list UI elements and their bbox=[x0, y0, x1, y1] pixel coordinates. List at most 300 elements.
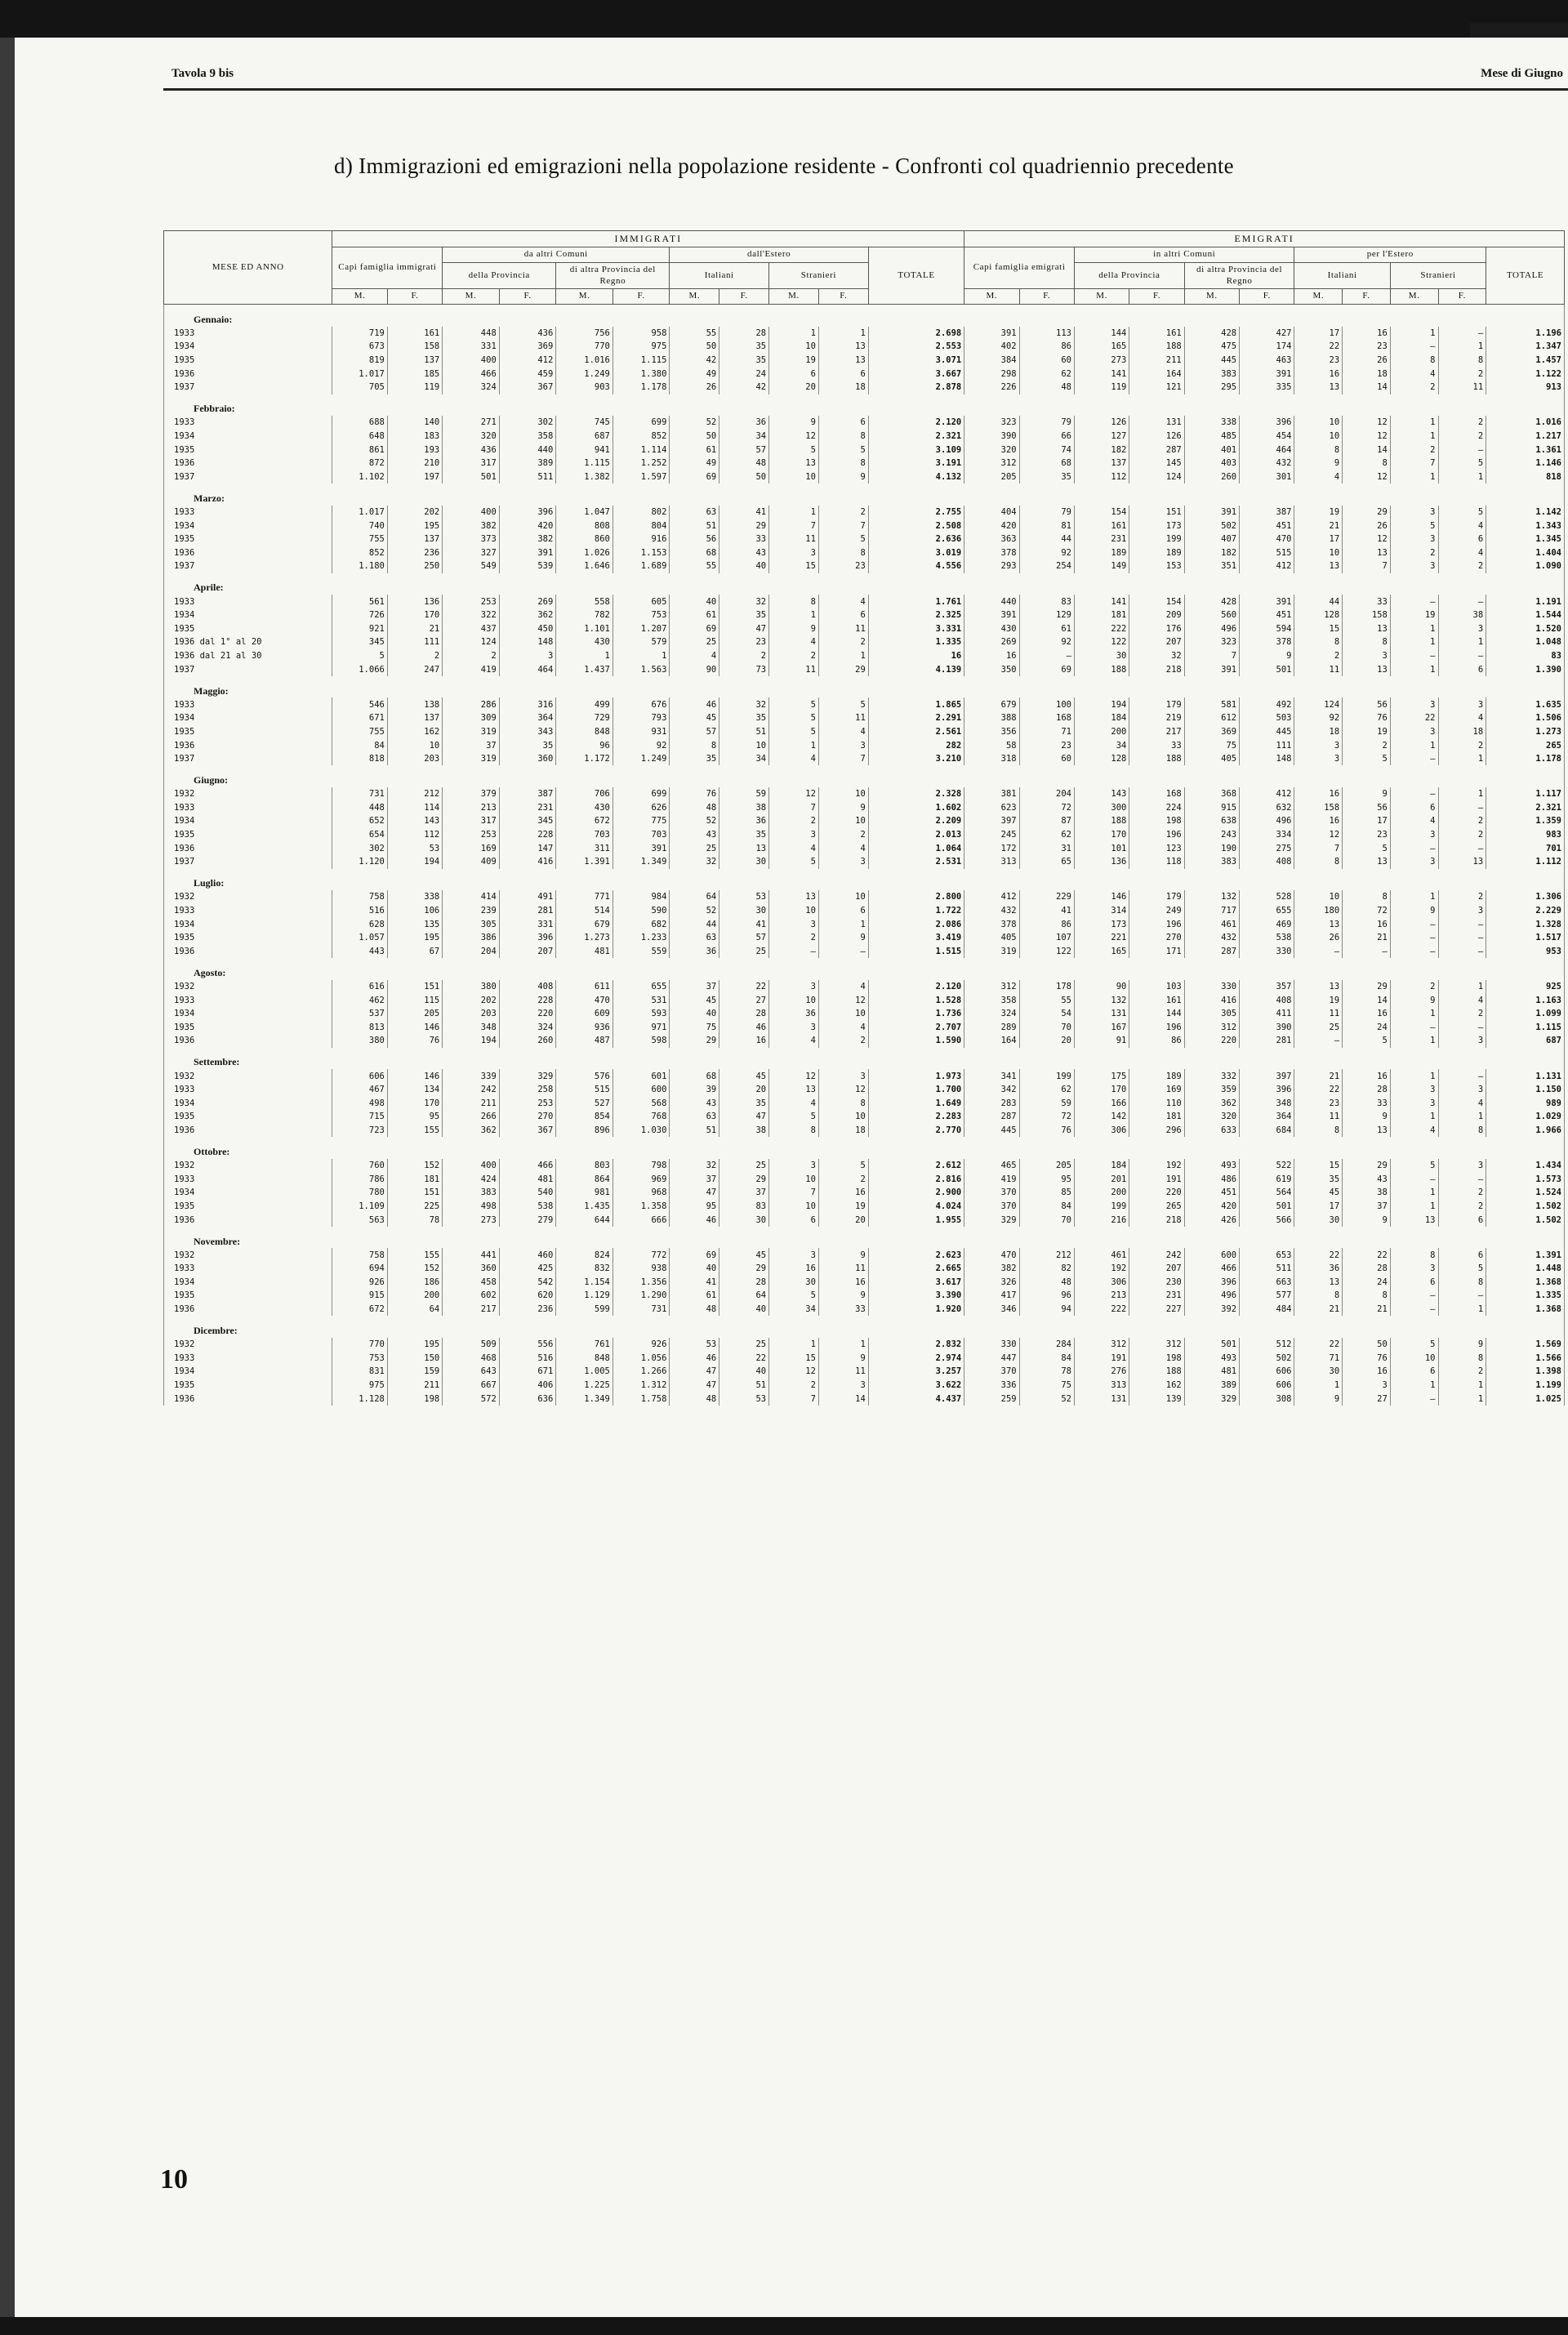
table-cell: 189 bbox=[1129, 1069, 1184, 1083]
table-cell: 19 bbox=[1343, 725, 1391, 739]
table-cell: 76 bbox=[1019, 1124, 1074, 1138]
table-cell: 514 bbox=[556, 904, 613, 918]
table-cell: 5 bbox=[332, 649, 387, 663]
table-row bbox=[164, 662, 1565, 676]
table-cell: 5 bbox=[1343, 841, 1391, 855]
table-cell: 1.635 bbox=[1486, 697, 1565, 711]
table-cell: 76 bbox=[1343, 1352, 1391, 1366]
table-cell: 200 bbox=[1074, 1186, 1129, 1200]
table-cell: 186 bbox=[387, 1276, 442, 1290]
table-cell: 39 bbox=[670, 1083, 719, 1097]
table-cell: 95 bbox=[670, 1200, 719, 1214]
table-cell: 213 bbox=[1074, 1289, 1129, 1303]
col-header-stranieri-imm: Stranieri bbox=[769, 262, 869, 289]
table-cell: 3 bbox=[818, 1069, 868, 1083]
table-cell: 786 bbox=[332, 1172, 387, 1186]
table-cell: — bbox=[1390, 752, 1438, 766]
table-cell: 1.030 bbox=[612, 1124, 670, 1138]
table-cell: 30 bbox=[769, 1276, 819, 1290]
table-cell: 47 bbox=[719, 1110, 769, 1124]
table-cell: 62 bbox=[1019, 1083, 1074, 1097]
table-cell: 14 bbox=[1343, 443, 1391, 457]
table-cell: 169 bbox=[1129, 1083, 1184, 1097]
table-cell: 451 bbox=[1184, 1186, 1239, 1200]
table-cell: 2 bbox=[818, 506, 868, 519]
table-cell: 226 bbox=[964, 381, 1019, 394]
col-header-f: F. bbox=[719, 289, 769, 305]
table-cell: 317 bbox=[443, 814, 500, 828]
table-cell: — bbox=[1343, 945, 1391, 959]
table-cell: 1.390 bbox=[1486, 662, 1565, 676]
table-cell: 969 bbox=[612, 1172, 670, 1186]
table-cell: 623 bbox=[964, 801, 1019, 815]
table-cell: 126 bbox=[1129, 430, 1184, 443]
table-cell: 1.199 bbox=[1486, 1379, 1565, 1393]
table-cell: 600 bbox=[612, 1083, 670, 1097]
table-cell: 2.800 bbox=[868, 890, 964, 904]
table-cell: 191 bbox=[1074, 1352, 1129, 1366]
month-label: Maggio: bbox=[164, 676, 1565, 698]
table-cell: 12 bbox=[769, 1365, 819, 1379]
table-cell: 245 bbox=[964, 828, 1019, 842]
table-cell: 5 bbox=[769, 855, 819, 869]
table-cell: 491 bbox=[499, 890, 556, 904]
table-cell: 28 bbox=[719, 1276, 769, 1290]
table-cell: 2.013 bbox=[868, 828, 964, 842]
table-cell: 189 bbox=[1074, 546, 1129, 560]
table-cell: 370 bbox=[964, 1186, 1019, 1200]
table-cell: 10 bbox=[769, 993, 819, 1007]
table-cell: 381 bbox=[964, 787, 1019, 801]
table-cell: 416 bbox=[1184, 993, 1239, 1007]
table-cell: 68 bbox=[1019, 457, 1074, 470]
table-cell: 253 bbox=[443, 828, 500, 842]
table-cell: — bbox=[1438, 945, 1486, 959]
table-cell: 3 bbox=[818, 738, 868, 752]
table-cell: 312 bbox=[964, 980, 1019, 994]
table-cell: 159 bbox=[387, 1365, 442, 1379]
table-cell: 28 bbox=[1343, 1262, 1391, 1276]
table-cell: 33 bbox=[818, 1303, 868, 1317]
table-cell: 1.646 bbox=[556, 559, 613, 573]
table-cell: 271 bbox=[443, 416, 500, 430]
table-cell: 2 bbox=[818, 828, 868, 842]
table-cell: 688 bbox=[332, 416, 387, 430]
table-cell: 55 bbox=[1019, 993, 1074, 1007]
table-cell: 164 bbox=[964, 1034, 1019, 1048]
table-cell: 1 bbox=[1390, 470, 1438, 484]
table-cell: 21 bbox=[1343, 931, 1391, 945]
table-cell: 178 bbox=[1019, 980, 1074, 994]
table-cell: 19 bbox=[769, 354, 819, 368]
table-cell: 249 bbox=[1129, 904, 1184, 918]
table-cell: 3 bbox=[1294, 738, 1343, 752]
table-cell: 308 bbox=[1240, 1392, 1294, 1406]
table-cell: 1.312 bbox=[612, 1379, 670, 1393]
table-row bbox=[164, 1289, 1565, 1303]
table-cell: 188 bbox=[1074, 662, 1129, 676]
table-cell: 306 bbox=[1074, 1276, 1129, 1290]
table-cell: 408 bbox=[499, 980, 556, 994]
table-cell: 3 bbox=[1294, 752, 1343, 766]
table-cell: 1.358 bbox=[612, 1200, 670, 1214]
table-cell: 124 bbox=[1294, 697, 1343, 711]
table-cell: 282 bbox=[868, 738, 964, 752]
table-cell: 92 bbox=[612, 738, 670, 752]
table-cell: 971 bbox=[612, 1021, 670, 1035]
table-cell: 13 bbox=[1294, 980, 1343, 994]
table-cell: 3 bbox=[1390, 533, 1438, 546]
table-cell: 52 bbox=[670, 904, 719, 918]
table-cell: 305 bbox=[443, 917, 500, 931]
row-label: 1934 bbox=[164, 1276, 332, 1290]
table-cell: 53 bbox=[670, 1338, 719, 1352]
table-cell: 723 bbox=[332, 1124, 387, 1138]
table-cell: 684 bbox=[1240, 1124, 1294, 1138]
table-cell: 207 bbox=[1129, 1262, 1184, 1276]
table-cell: 1 bbox=[769, 738, 819, 752]
table-cell: 137 bbox=[1074, 457, 1129, 470]
table-cell: 8 bbox=[1438, 354, 1486, 368]
table-cell: 755 bbox=[332, 533, 387, 546]
table-cell: 32 bbox=[719, 697, 769, 711]
table-cell: 16 bbox=[818, 1276, 868, 1290]
table-cell: 560 bbox=[1184, 608, 1239, 622]
table-cell: 4 bbox=[818, 841, 868, 855]
table-cell: 11 bbox=[818, 711, 868, 725]
table-cell: 48 bbox=[719, 457, 769, 470]
table-cell: 199 bbox=[1129, 533, 1184, 546]
table-row bbox=[164, 711, 1565, 725]
table-cell: 284 bbox=[1019, 1338, 1074, 1352]
table-cell: 36 bbox=[719, 416, 769, 430]
table-cell: 243 bbox=[1184, 828, 1239, 842]
table-cell: 687 bbox=[556, 430, 613, 443]
table-cell: 219 bbox=[1129, 711, 1184, 725]
table-row bbox=[164, 752, 1565, 766]
table-cell: 2 bbox=[818, 635, 868, 649]
table-cell: 803 bbox=[556, 1159, 613, 1173]
table-row bbox=[164, 1096, 1565, 1110]
table-cell: 5 bbox=[818, 697, 868, 711]
table-cell: 40 bbox=[670, 1007, 719, 1021]
table-cell: 1 bbox=[1438, 470, 1486, 484]
table-cell: — bbox=[1390, 931, 1438, 945]
table-cell: 755 bbox=[332, 725, 387, 739]
table-cell: 470 bbox=[556, 993, 613, 1007]
table-cell: 188 bbox=[1129, 340, 1184, 354]
table-cell: 112 bbox=[387, 828, 442, 842]
col-header-capi-immigrati: Capi famiglia immigrati bbox=[332, 247, 443, 289]
table-cell: 729 bbox=[556, 711, 613, 725]
table-cell: 4 bbox=[769, 841, 819, 855]
table-cell: 84 bbox=[1019, 1352, 1074, 1366]
table-cell: 331 bbox=[443, 340, 500, 354]
month-header-row bbox=[164, 573, 1565, 595]
table-cell: 486 bbox=[1184, 1172, 1239, 1186]
table-cell: 2.321 bbox=[868, 430, 964, 443]
row-label: 1936 bbox=[164, 367, 332, 381]
table-cell: 3 bbox=[769, 917, 819, 931]
table-cell: 35 bbox=[719, 828, 769, 842]
table-cell: 300 bbox=[1074, 801, 1129, 815]
row-label: 1935 bbox=[164, 443, 332, 457]
table-cell: 563 bbox=[332, 1213, 387, 1227]
table-cell: 338 bbox=[1184, 416, 1239, 430]
table-cell: 229 bbox=[1019, 890, 1074, 904]
table-cell: 8 bbox=[1343, 457, 1391, 470]
table-row bbox=[164, 354, 1565, 368]
table-cell: 953 bbox=[1486, 945, 1565, 959]
table-cell: 1.382 bbox=[556, 470, 613, 484]
table-cell: 6 bbox=[1438, 1248, 1486, 1262]
table-cell: 35 bbox=[719, 711, 769, 725]
table-cell: 2 bbox=[1294, 649, 1343, 663]
row-label: 1935 bbox=[164, 1110, 332, 1124]
table-cell: 12 bbox=[818, 1083, 868, 1097]
table-cell: 538 bbox=[499, 1200, 556, 1214]
row-label: 1936 bbox=[164, 1392, 332, 1406]
col-header-m: M. bbox=[1294, 289, 1343, 305]
col-header-m: M. bbox=[443, 289, 500, 305]
table-cell: 123 bbox=[1129, 841, 1184, 855]
table-cell: 2 bbox=[818, 1034, 868, 1048]
table-cell: 1.722 bbox=[868, 904, 964, 918]
table-cell: 16 bbox=[719, 1034, 769, 1048]
table-cell: 527 bbox=[556, 1096, 613, 1110]
table-cell: 30 bbox=[719, 1213, 769, 1227]
table-cell: 51 bbox=[719, 725, 769, 739]
header-mf-row bbox=[164, 289, 1565, 305]
table-cell: 40 bbox=[670, 595, 719, 608]
table-cell: 2.283 bbox=[868, 1110, 964, 1124]
table-cell: 4 bbox=[1294, 470, 1343, 484]
table-cell: 1.249 bbox=[612, 752, 670, 766]
table-cell: 50 bbox=[1343, 1338, 1391, 1352]
table-cell: 383 bbox=[1184, 367, 1239, 381]
table-cell: 289 bbox=[964, 1021, 1019, 1035]
table-cell: 23 bbox=[1343, 340, 1391, 354]
table-cell: 626 bbox=[612, 801, 670, 815]
table-cell: 512 bbox=[1240, 1338, 1294, 1352]
table-cell: 648 bbox=[332, 430, 387, 443]
row-label: 1932 bbox=[164, 1338, 332, 1352]
table-cell: 3 bbox=[818, 1379, 868, 1393]
table-cell: — bbox=[1438, 917, 1486, 931]
table-cell: 75 bbox=[1019, 1379, 1074, 1393]
table-cell: 699 bbox=[612, 787, 670, 801]
table-cell: 3.109 bbox=[868, 443, 964, 457]
table-cell: 1.368 bbox=[1486, 1303, 1565, 1317]
table-cell: 1.689 bbox=[612, 559, 670, 573]
table-cell: 151 bbox=[387, 980, 442, 994]
table-cell: 5 bbox=[1343, 752, 1391, 766]
table-cell: 49 bbox=[670, 457, 719, 470]
table-cell: 6 bbox=[1390, 1276, 1438, 1290]
table-cell: 1.146 bbox=[1486, 457, 1565, 470]
table-cell: 195 bbox=[387, 519, 442, 533]
table-cell: 9 bbox=[1390, 993, 1438, 1007]
table-cell: 181 bbox=[1074, 608, 1129, 622]
table-cell: 411 bbox=[1240, 1007, 1294, 1021]
table-cell: 270 bbox=[499, 1110, 556, 1124]
table-cell: 818 bbox=[332, 752, 387, 766]
table-cell: 362 bbox=[443, 1124, 500, 1138]
table-cell: 3 bbox=[1390, 506, 1438, 519]
table-cell: 247 bbox=[387, 662, 442, 676]
table-cell: — bbox=[1438, 1289, 1486, 1303]
table-cell: 312 bbox=[1184, 1021, 1239, 1035]
table-cell: 29 bbox=[1343, 980, 1391, 994]
table-cell: 100 bbox=[1019, 697, 1074, 711]
row-label: 1933 bbox=[164, 506, 332, 519]
table-cell: 7 bbox=[769, 801, 819, 815]
table-cell: 1.016 bbox=[556, 354, 613, 368]
col-header-m: M. bbox=[332, 289, 387, 305]
table-cell: 5 bbox=[1390, 1338, 1438, 1352]
table-cell: 852 bbox=[332, 546, 387, 560]
table-cell: 983 bbox=[1486, 828, 1565, 842]
table-cell: 205 bbox=[387, 1007, 442, 1021]
table-cell: 1.457 bbox=[1486, 354, 1565, 368]
table-cell: 358 bbox=[964, 993, 1019, 1007]
table-cell: 926 bbox=[332, 1276, 387, 1290]
table-row bbox=[164, 841, 1565, 855]
table-cell: 392 bbox=[1184, 1303, 1239, 1317]
table-cell: 1.602 bbox=[868, 801, 964, 815]
table-cell: 7 bbox=[1184, 649, 1239, 663]
table-cell: 1 bbox=[1390, 890, 1438, 904]
table-cell: 655 bbox=[1240, 904, 1294, 918]
table-cell: 1 bbox=[1390, 1034, 1438, 1048]
table-cell: 23 bbox=[1294, 1096, 1343, 1110]
table-cell: 57 bbox=[719, 443, 769, 457]
table-cell: 1.955 bbox=[868, 1213, 964, 1227]
table-cell: 168 bbox=[1129, 787, 1184, 801]
table-cell: 8 bbox=[1343, 890, 1391, 904]
table-cell: 357 bbox=[1240, 980, 1294, 994]
table-cell: 4 bbox=[818, 980, 868, 994]
table-cell: 1.266 bbox=[612, 1365, 670, 1379]
table-cell: 40 bbox=[719, 1365, 769, 1379]
row-label: 1936 bbox=[164, 546, 332, 560]
table-cell: 3 bbox=[818, 855, 868, 869]
table-cell: 679 bbox=[556, 917, 613, 931]
table-cell: 655 bbox=[612, 980, 670, 994]
row-label: 1935 bbox=[164, 1379, 332, 1393]
table-cell: 25 bbox=[1294, 1021, 1343, 1035]
table-cell: 203 bbox=[443, 1007, 500, 1021]
table-cell: 8 bbox=[1343, 1289, 1391, 1303]
table-cell: 4 bbox=[1438, 711, 1486, 725]
table-cell: 1.090 bbox=[1486, 559, 1565, 573]
table-cell: 47 bbox=[719, 622, 769, 635]
table-row bbox=[164, 635, 1565, 649]
table-cell: 481 bbox=[499, 1172, 556, 1186]
table-cell: 27 bbox=[719, 993, 769, 1007]
table-cell: 1 bbox=[769, 608, 819, 622]
row-label: 1935 bbox=[164, 354, 332, 368]
table-cell: 516 bbox=[332, 904, 387, 918]
table-cell: 16 bbox=[1294, 814, 1343, 828]
table-cell: 23 bbox=[818, 559, 868, 573]
table-cell: 770 bbox=[332, 1338, 387, 1352]
table-cell: 64 bbox=[387, 1303, 442, 1317]
table-cell: 28 bbox=[1343, 1083, 1391, 1097]
table-cell: 184 bbox=[1074, 711, 1129, 725]
table-cell: 1.758 bbox=[612, 1392, 670, 1406]
table-cell: 1 bbox=[1438, 1379, 1486, 1393]
table-cell: 29 bbox=[719, 1262, 769, 1276]
table-cell: 38 bbox=[1343, 1186, 1391, 1200]
table-cell: 161 bbox=[1074, 519, 1129, 533]
table-cell: 501 bbox=[1240, 662, 1294, 676]
table-cell: 432 bbox=[1184, 931, 1239, 945]
table-cell: 51 bbox=[670, 519, 719, 533]
table-cell: 2.086 bbox=[868, 917, 964, 931]
table-cell: 717 bbox=[1184, 904, 1239, 918]
table-cell: 989 bbox=[1486, 1096, 1565, 1110]
table-cell: 311 bbox=[556, 841, 613, 855]
table-cell: 2 bbox=[1438, 1007, 1486, 1021]
table-cell: 11 bbox=[1438, 381, 1486, 394]
table-cell: 22 bbox=[1294, 1083, 1343, 1097]
table-cell: 18 bbox=[818, 381, 868, 394]
table-cell: 1 bbox=[818, 1338, 868, 1352]
table-row bbox=[164, 470, 1565, 484]
table-cell: — bbox=[1438, 443, 1486, 457]
col-header-immigrati: IMMIGRATI bbox=[332, 231, 964, 247]
table-cell: 18 bbox=[1438, 725, 1486, 739]
row-label: 1937 bbox=[164, 381, 332, 394]
table-cell: 391 bbox=[1184, 506, 1239, 519]
row-label: 1936 bbox=[164, 945, 332, 959]
table-cell: 12 bbox=[1294, 828, 1343, 842]
table-cell: 10 bbox=[1294, 416, 1343, 430]
table-cell: 127 bbox=[1074, 430, 1129, 443]
table-cell: 1 bbox=[1438, 340, 1486, 354]
table-cell: — bbox=[769, 945, 819, 959]
table-cell: 1.563 bbox=[612, 662, 670, 676]
table-cell: 16 bbox=[818, 1186, 868, 1200]
table-cell: 1.328 bbox=[1486, 917, 1565, 931]
table-row bbox=[164, 1007, 1565, 1021]
table-cell: 3 bbox=[1343, 1379, 1391, 1393]
row-label: 1934 bbox=[164, 519, 332, 533]
table-cell: 41 bbox=[719, 917, 769, 931]
table-cell: 83 bbox=[719, 1200, 769, 1214]
table-cell: 701 bbox=[1486, 841, 1565, 855]
table-cell: — bbox=[1390, 917, 1438, 931]
table-cell: 84 bbox=[332, 738, 387, 752]
table-cell: 396 bbox=[1240, 1083, 1294, 1097]
table-cell: 317 bbox=[443, 457, 500, 470]
table-cell: 168 bbox=[1019, 711, 1074, 725]
scan-left-edge bbox=[0, 38, 15, 2335]
table-cell: 60 bbox=[1019, 752, 1074, 766]
table-cell: 154 bbox=[1129, 595, 1184, 608]
table-cell: 348 bbox=[443, 1021, 500, 1035]
table-cell: 896 bbox=[556, 1124, 613, 1138]
col-header-f: F. bbox=[1129, 289, 1184, 305]
table-cell: 36 bbox=[769, 1007, 819, 1021]
table-cell: 86 bbox=[1019, 917, 1074, 931]
table-cell: 1.973 bbox=[868, 1069, 964, 1083]
table-row bbox=[164, 1083, 1565, 1097]
table-cell: 124 bbox=[1129, 470, 1184, 484]
table-cell: 493 bbox=[1184, 1352, 1239, 1366]
table-cell: 1 bbox=[1438, 1110, 1486, 1124]
